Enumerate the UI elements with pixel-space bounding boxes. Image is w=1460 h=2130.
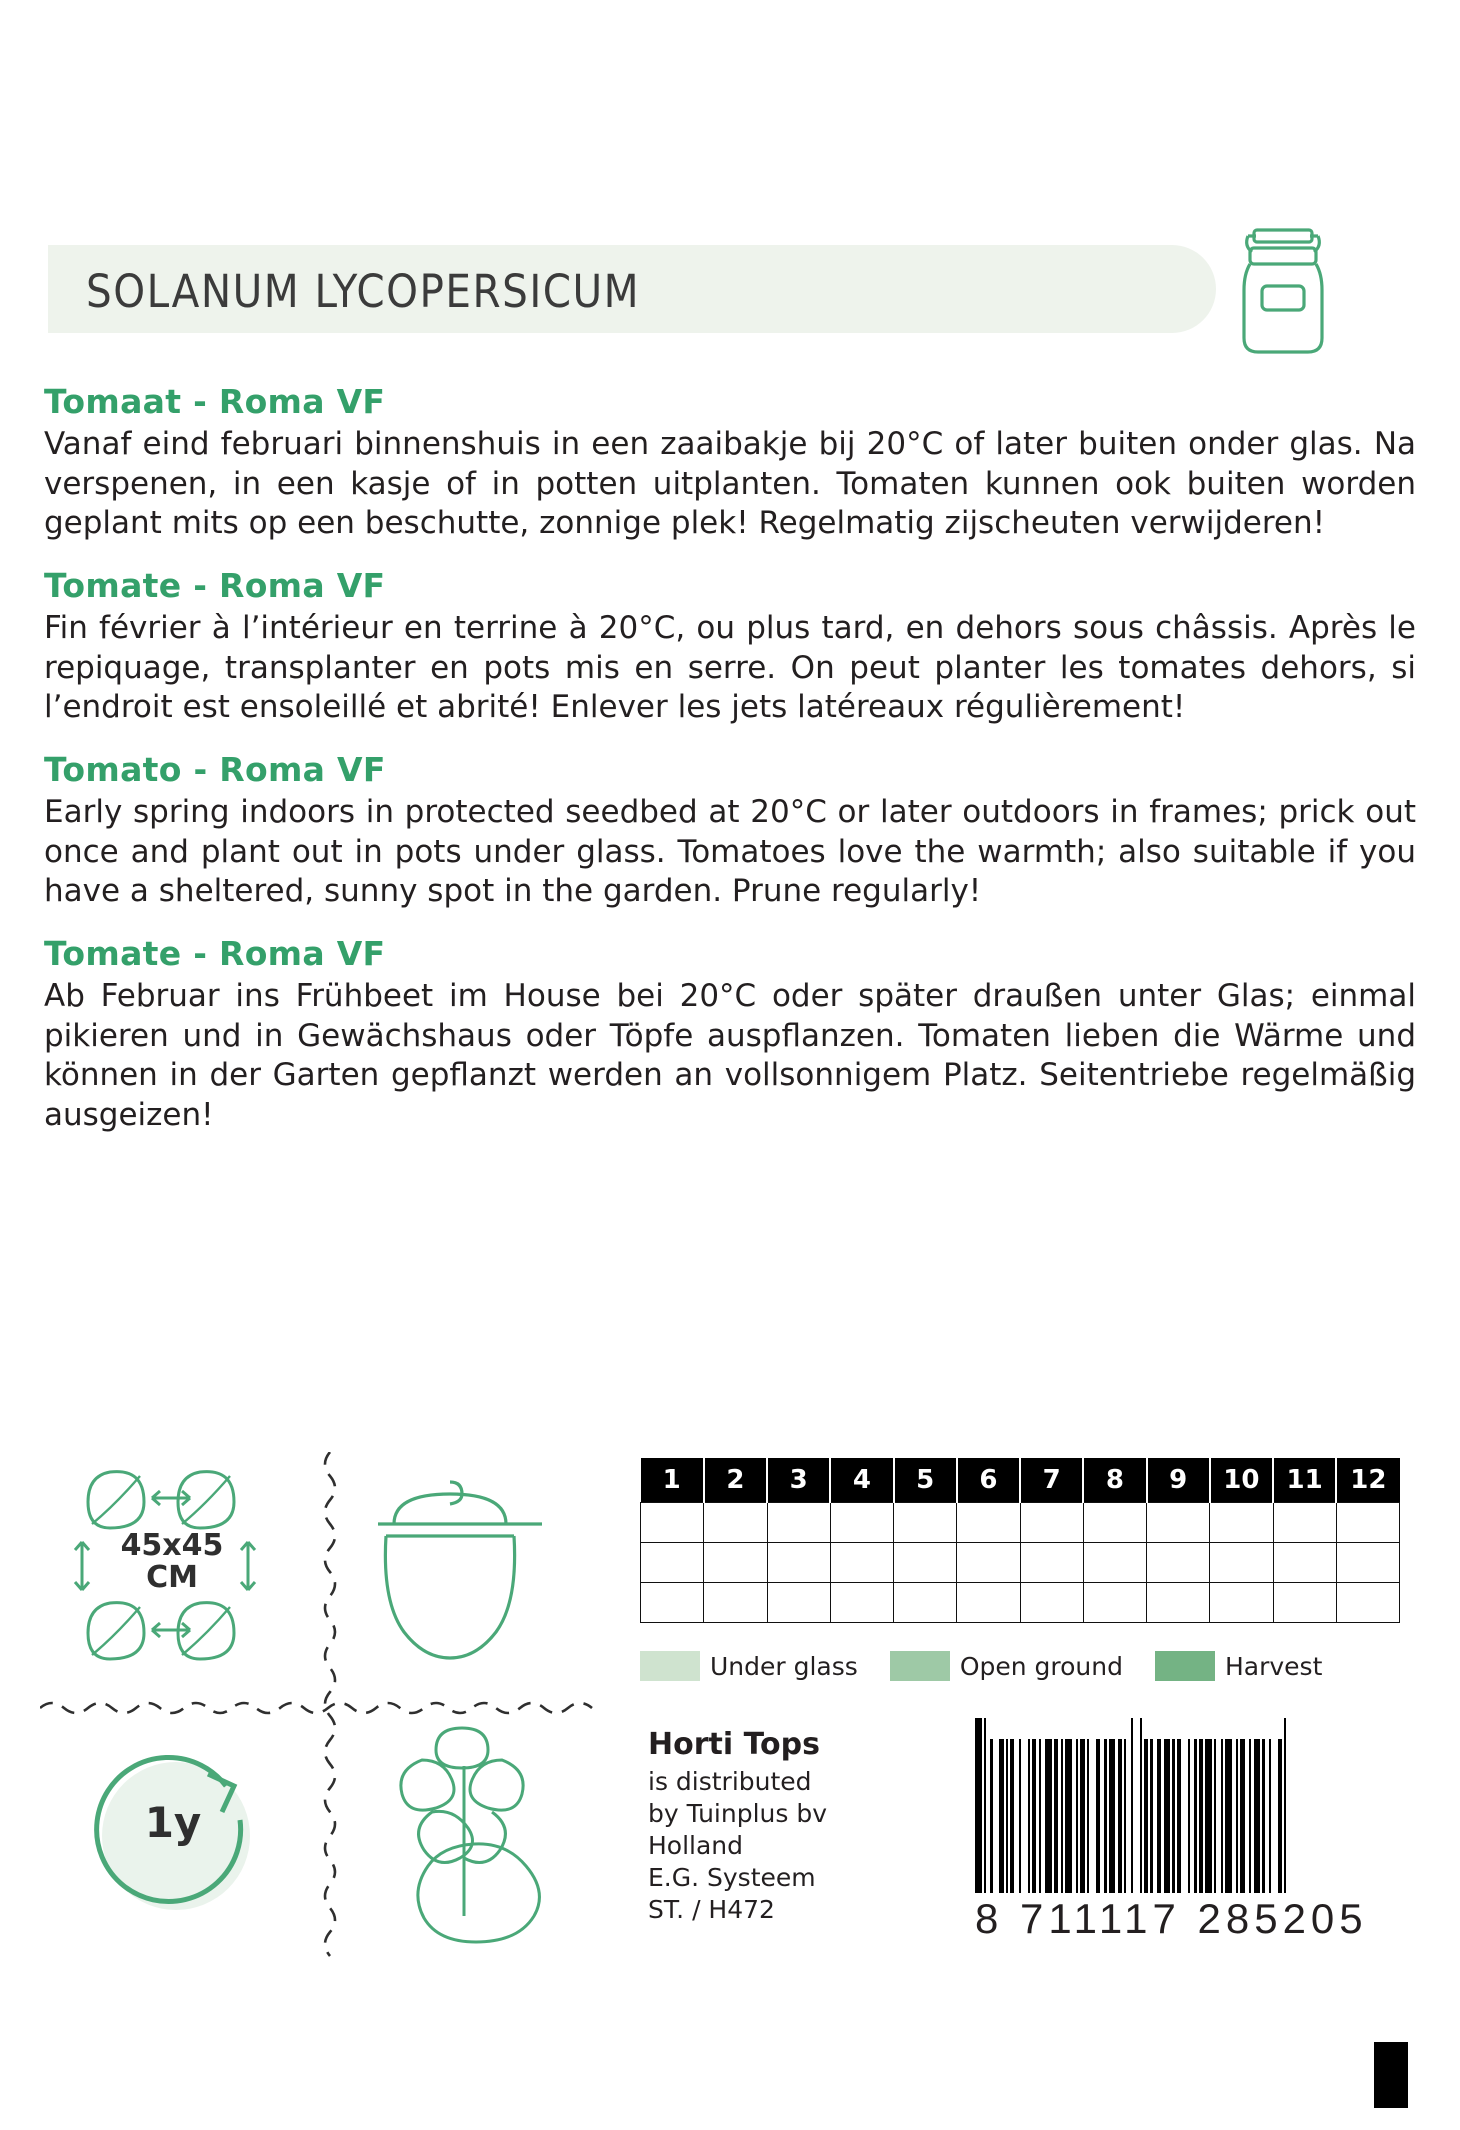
seed-jar-icon [1228, 222, 1338, 362]
brand-line: ST. / H472 [648, 1895, 775, 1925]
calendar-cell [1147, 1502, 1210, 1542]
block-title: Tomate - Roma VF [44, 934, 386, 974]
barcode-bars [975, 1718, 1395, 1893]
spacing-label [52, 1530, 292, 1593]
month-header: 8 [1083, 1458, 1146, 1502]
block-body: Vanaf eind februari binnenshuis in een zaaibakje bij 20°C of later buiten onder glas. Na verspenen, in een kasje of in potten uitplanten. Tomaten kunnen ook buiten worden geplant mits op een beschutte, zonnige plek! Regelmatig zijscheuten verwijderen! [44, 426, 1416, 542]
spacing-label-line1: 45x45 [120, 1528, 224, 1563]
calendar-cell [1336, 1542, 1399, 1582]
legend-label: Harvest [1224, 1651, 1323, 1681]
calendar-cell [641, 1582, 704, 1622]
calendar-cell [1020, 1502, 1083, 1542]
block-fr [44, 566, 1416, 728]
barcode [975, 1718, 1395, 1948]
calendar-cell [1273, 1582, 1336, 1622]
calendar-cell [1083, 1582, 1146, 1622]
brand-name: Horti Tops [648, 1727, 821, 1762]
year-label: 1y [144, 1798, 202, 1847]
brand-info [648, 1726, 948, 1926]
brand-line: by Tuinplus bv [648, 1799, 828, 1829]
brand-line: is distributed [648, 1767, 812, 1797]
calendar-cell [704, 1542, 767, 1582]
calendar-legend [640, 1651, 1420, 1681]
calendar-cell [894, 1582, 957, 1622]
month-header: 11 [1273, 1458, 1336, 1502]
block-title: Tomaat - Roma VF [44, 382, 386, 421]
calendar-row-open-ground [641, 1542, 1400, 1582]
calendar-cell [957, 1542, 1020, 1582]
legend-item-harvest [1155, 1651, 1322, 1681]
block-en [44, 750, 1416, 912]
legend-item-under-glass [640, 1651, 858, 1681]
calendar-cell [1083, 1542, 1146, 1582]
legend-swatch [890, 1651, 950, 1681]
legend-label: Under glass [710, 1651, 858, 1681]
header [48, 245, 1216, 333]
calendar-cell [1083, 1502, 1146, 1542]
calendar-cell [641, 1542, 704, 1582]
calendar-row-under-glass [641, 1502, 1400, 1542]
calendar-cell [830, 1502, 893, 1542]
month-header: 4 [830, 1458, 893, 1502]
month-header: 2 [704, 1458, 767, 1502]
brand-line: E.G. Systeem [648, 1863, 816, 1893]
month-header: 5 [894, 1458, 957, 1502]
month-header: 7 [1020, 1458, 1083, 1502]
language-blocks [44, 382, 1416, 1158]
month-header: 6 [957, 1458, 1020, 1502]
block-body: Ab Februar ins Frühbeet im House bei 20°C oder später draußen unter Glas; einmal pikieren und in Gewächshaus oder Töpfe auspflanzen. Tomaten lieben die Wärme und können in der Garten gepflanzt werden an vollsonnigem Platz. Seitentriebe regelmäßig ausgeizen! [44, 978, 1416, 1134]
barcode-digits: 8 711117 285205 [975, 1895, 1368, 1942]
brand-line: Holland [648, 1831, 744, 1861]
calendar-cell [1210, 1502, 1273, 1542]
calendar-cell [894, 1502, 957, 1542]
month-header: 12 [1336, 1458, 1399, 1502]
calendar-cell [704, 1582, 767, 1622]
legend-swatch [1155, 1651, 1215, 1681]
block-title: Tomate - Roma VF [44, 566, 386, 606]
month-header: 9 [1147, 1458, 1210, 1502]
calendar-row-harvest [641, 1582, 1400, 1622]
calendar-cell [1273, 1502, 1336, 1542]
calendar-cell [704, 1502, 767, 1542]
legend-label: Open ground [959, 1651, 1123, 1681]
block-title: Tomato - Roma VF [44, 750, 386, 790]
divider-wave-vertical [318, 1452, 342, 1962]
legend-item-open-ground [890, 1651, 1123, 1681]
seedling-in-pot-icon [370, 1716, 560, 1946]
icon-and-calendar-area [0, 1448, 1460, 2008]
calendar-cell [1210, 1542, 1273, 1582]
month-header: 3 [767, 1458, 830, 1502]
calendar-cell [1210, 1582, 1273, 1622]
calendar-header-row [641, 1458, 1400, 1502]
calendar-cell [830, 1582, 893, 1622]
calendar-cell [767, 1502, 830, 1542]
calendar-cell [957, 1502, 1020, 1542]
cloche-pot-icon [350, 1466, 570, 1666]
calendar-cell [1147, 1582, 1210, 1622]
calendar-cell [1020, 1582, 1083, 1622]
legend-swatch [640, 1651, 700, 1681]
calendar-cell [1336, 1502, 1399, 1542]
calendar-cell [767, 1582, 830, 1622]
calendar-cell [641, 1502, 704, 1542]
calendar-body [641, 1502, 1400, 1622]
calendar-cell [1147, 1542, 1210, 1582]
calendar-cell [957, 1582, 1020, 1622]
block-de [44, 934, 1416, 1136]
month-header: 10 [1210, 1458, 1273, 1502]
calendar-cell [1336, 1582, 1399, 1622]
block-nl [44, 382, 1416, 544]
calendar-cell [767, 1542, 830, 1582]
calendar-table [640, 1458, 1400, 1623]
spacing-label-line2: CM [146, 1559, 198, 1595]
calendar-cell [830, 1542, 893, 1582]
block-body: Early spring indoors in protected seedbed at 20°C or later outdoors in frames; prick out once and plant out in pots under glass. Tomatoes love the warmth; also suitable if you have a sheltered, sunny spot in the garden. Prune regularly! [44, 794, 1416, 910]
sowing-calendar [640, 1458, 1400, 1623]
calendar-cell [1020, 1542, 1083, 1582]
print-registration-mark [1374, 2042, 1408, 2108]
calendar-cell [894, 1542, 957, 1582]
block-body: Fin février à l’intérieur en terrine à 20°C, ou plus tard, en dehors sous châssis. Après le repiquage, transplanter en pots mis en serre. On peut planter les tomates dehors, si l’endroit est ensoleillé et abrité! Enlever les jets latéreaux régulièrement! [44, 610, 1416, 726]
month-header: 1 [641, 1458, 704, 1502]
calendar-cell [1273, 1542, 1336, 1582]
page-title: SOLANUM LYCOPERSICUM [86, 265, 641, 318]
